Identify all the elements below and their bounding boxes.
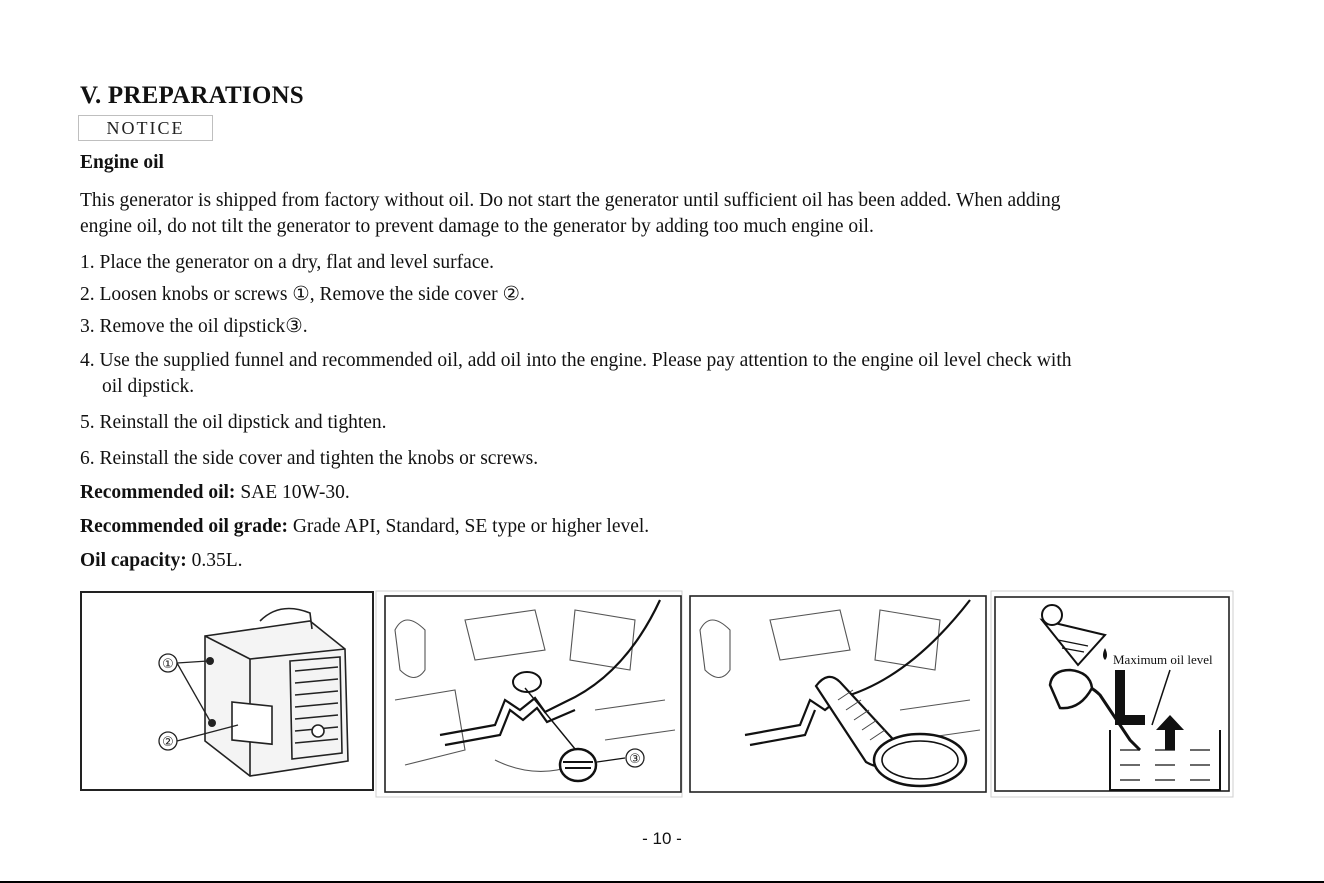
recommended-grade xyxy=(80,514,649,539)
notice-label: NOTICE xyxy=(78,115,213,141)
step-2: 2. Loosen knobs or screws ①, Remove the side cover ②. xyxy=(80,284,525,305)
engine-oil-heading: Engine oil xyxy=(80,152,164,173)
recommended-oil-value: SAE 10W-30. xyxy=(235,482,350,503)
oil-capacity-label: Oil capacity: xyxy=(80,550,187,571)
figure-generator-side-cover xyxy=(80,591,374,791)
step-3: 3. Remove the oil dipstick③. xyxy=(80,316,308,337)
step-5: 5. Reinstall the oil dipstick and tighten. xyxy=(80,412,387,433)
oil-capacity xyxy=(80,548,243,573)
recommended-oil-label: Recommended oil: xyxy=(80,482,236,503)
callout-3: ③ xyxy=(629,752,641,767)
figure-funnel-inserted xyxy=(688,590,990,796)
step-6: 6. Reinstall the side cover and tighten the knobs or screws. xyxy=(80,448,539,469)
intro-line-2: engine oil, do not tilt the generator to prevent damage to the generator by adding too much engine oil. xyxy=(80,216,874,237)
recommended-grade-value: Grade API, Standard, SE type or higher level. xyxy=(287,516,650,537)
oil-capacity-value: 0.35L. xyxy=(186,550,243,571)
intro-line-1: This generator is shipped from factory without oil. Do not start the generator until sufficient oil has been added. When adding xyxy=(80,190,1061,211)
step-4: 4. Use the supplied funnel and recommended oil, add oil into the engine. Please pay attention to the engine oil level check with xyxy=(80,350,1072,371)
page-number: - 10 - xyxy=(642,829,682,848)
step-1: 1. Place the generator on a dry, flat and level surface. xyxy=(80,252,495,273)
section-title: V. PREPARATIONS xyxy=(80,82,304,109)
callout-1: ① xyxy=(162,657,174,672)
max-oil-level-label: Maximum oil level xyxy=(1113,652,1213,667)
step-4-continued: oil dipstick. xyxy=(102,376,195,397)
figure-oil-level xyxy=(990,590,1234,798)
recommended-grade-label: Recommended oil grade: xyxy=(80,516,288,537)
figure-dipstick-removal xyxy=(375,590,683,798)
callout-2: ② xyxy=(162,735,174,750)
recommended-oil xyxy=(80,480,350,505)
